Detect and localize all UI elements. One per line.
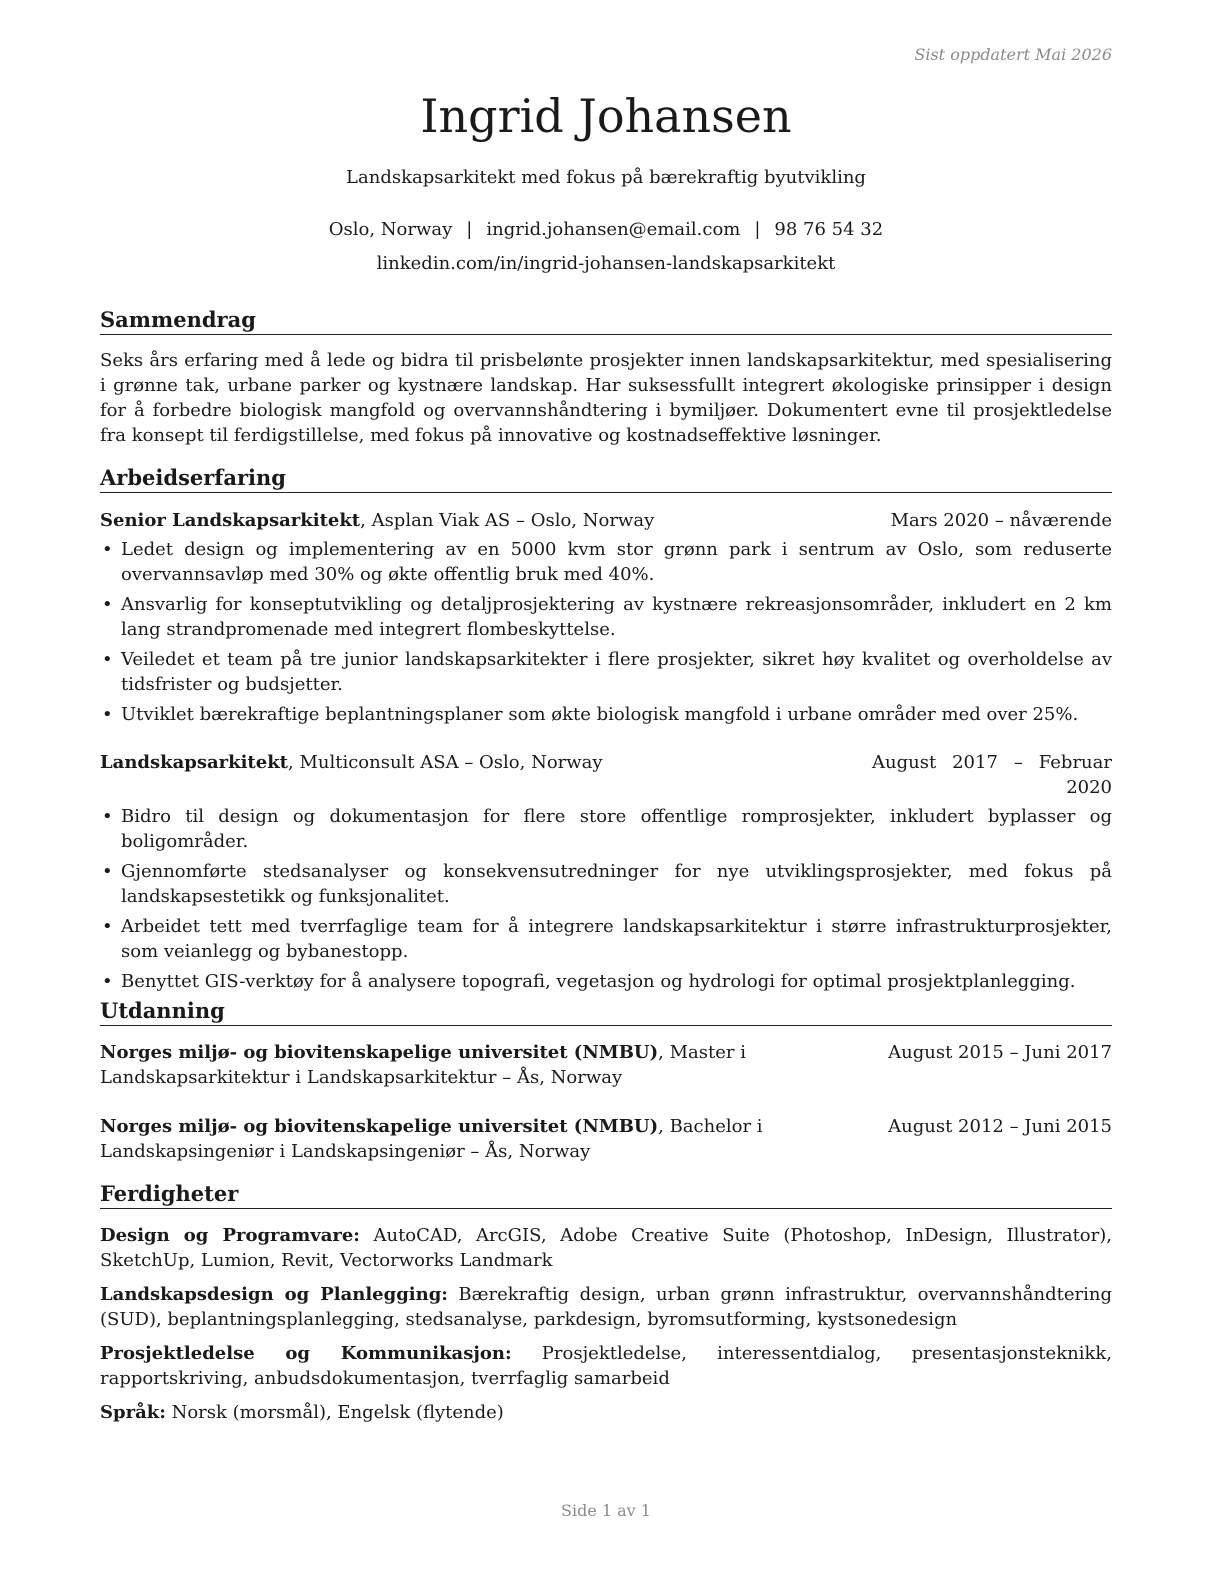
skill-text: Norsk (morsmål), Engelsk (flytende): [165, 1402, 504, 1423]
skill-label: Prosjektledelse og Kommunikasjon:: [100, 1343, 512, 1364]
skill-text: Prosjektledelse, interessentdialog, presentasjonsteknikk, rapportskriving, anbudsdokumentasjon, tverrfaglig samarbeid: [100, 1343, 1112, 1389]
job-dates: Mars 2020 – nåværende: [890, 510, 1112, 531]
section-heading-skills: Ferdigheter: [100, 1180, 1112, 1209]
job-org: , Multiconsult ASA – Oslo, Norway: [288, 752, 603, 773]
job-title: Landskapsarkitekt: [100, 752, 288, 773]
resume-page: [100, 0, 1112, 1584]
tagline: Landskapsarkitekt med fokus på bærekraftig byutvikling: [346, 167, 866, 188]
skills-section: [100, 1180, 1112, 1434]
contact-line: [100, 219, 1112, 240]
section-heading-education: Utdanning: [100, 997, 1112, 1026]
last-updated: Sist oppdatert Mai 2026: [914, 45, 1112, 64]
phone: 98 76 54 32: [774, 219, 884, 240]
candidate-name: Ingrid Johansen: [420, 89, 792, 143]
education-entry: [100, 1114, 1112, 1164]
school-name: Norges miljø- og biovitenskapelige universitet (NMBU): [100, 1116, 659, 1137]
section-heading-summary: Sammendrag: [100, 306, 1112, 335]
skill-group: [100, 1400, 1112, 1425]
education-dates: August 2012 – Juni 2015: [888, 1116, 1112, 1137]
skill-label: Språk:: [100, 1402, 166, 1423]
job-bullets: [100, 804, 1112, 994]
job-header: [100, 508, 1112, 533]
skill-text: Bærekraftig design, urban grønn infrastruktur, overvannshåndtering (SUD), beplantningsplanlegging, stedsanalyse, parkdesign, byromsutforming, kystsonedesign: [100, 1284, 1112, 1330]
experience-section: [100, 464, 1112, 999]
job-entry: [100, 508, 1112, 727]
list-item: • Veiledet et team på tre junior landskapsarkitekter i flere prosjekter, sikret høy kvalitet og overholdelse av tidsfrister og budsjetter.: [100, 647, 1112, 697]
summary-section: [100, 306, 1112, 448]
separator: |: [754, 219, 761, 240]
skill-label: Design og Programvare:: [100, 1225, 360, 1246]
linkedin-link[interactable]: linkedin.com/in/ingrid-johansen-landskapsarkitekt: [376, 253, 836, 274]
degree: , Bachelor i Landskapsingeniør i Landskapsingeniør – Ås, Norway: [100, 1116, 763, 1162]
section-heading-experience: Arbeidserfaring: [100, 464, 1112, 493]
separator: |: [466, 219, 473, 240]
list-item: • Ledet design og implementering av en 5000 kvm stor grønn park i sentrum av Oslo, som reduserte overvannsavløp med 30% og økte offentlig bruk med 40%.: [100, 537, 1112, 587]
skill-label: Landskapsdesign og Planlegging:: [100, 1284, 448, 1305]
list-item: • Benyttet GIS-verktøy for å analysere topografi, vegetasjon og hydrologi for optimal prosjektplanlegging.: [100, 969, 1112, 994]
education-entry: [100, 1040, 1112, 1090]
degree: , Master i Landskapsarkitektur i Landskapsarkitektur – Ås, Norway: [100, 1042, 746, 1088]
list-item: • Ansvarlig for konseptutvikling og detaljprosjektering av kystnære rekreasjonsområder, inkludert en 2 km lang strandpromenade med integrert flombeskyttelse.: [100, 592, 1112, 642]
job-dates: August 2017 – Februar 2020: [872, 752, 1112, 798]
list-item: • Utviklet bærekraftige beplantningsplaner som økte biologisk mangfold i urbane områder med over 25%.: [100, 702, 1112, 727]
job-org: , Asplan Viak AS – Oslo, Norway: [360, 510, 655, 531]
job-entry: [100, 750, 1112, 994]
skill-group: [100, 1282, 1112, 1332]
job-header: [100, 750, 1112, 800]
job-bullets: [100, 537, 1112, 727]
skill-text: AutoCAD, ArcGIS, Adobe Creative Suite (Photoshop, InDesign, Illustrator), SketchUp, Lumion, Revit, Vectorworks Landmark: [100, 1225, 1112, 1271]
list-item: • Arbeidet tett med tverrfaglige team for å integrere landskapsarkitektur i større infrastrukturprosjekter, som veianlegg og bybanestopp.: [100, 914, 1112, 964]
list-item: • Gjennomførte stedsanalyser og konsekvensutredninger for nye utviklingsprosjekter, med fokus på landskapsestetikk og funksjonalitet.: [100, 859, 1112, 909]
summary-text: Seks års erfaring med å lede og bidra til prisbelønte prosjekter innen landskapsarkitektur, med spesialisering i grønne tak, urbane parker og kystnære landskap. Har suksessfullt integrert økologiske prinsipper i design for å forbedre biologisk mangfold og overvannshåndtering i bymiljøer. Dokumentert evne til prosjektledelse fra konsept til ferdigstillelse, med fokus på innovative og kostnadseffektive løsninger.: [100, 350, 1112, 446]
school-name: Norges miljø- og biovitenskapelige universitet (NMBU): [100, 1042, 659, 1063]
page-number: Side 1 av 1: [561, 1501, 651, 1520]
skill-group: [100, 1223, 1112, 1273]
skill-group: [100, 1341, 1112, 1391]
email-link[interactable]: ingrid.johansen@email.com: [486, 219, 741, 240]
location: Oslo, Norway: [328, 219, 453, 240]
job-title: Senior Landskapsarkitekt: [100, 510, 361, 531]
education-section: [100, 997, 1112, 1164]
list-item: • Bidro til design og dokumentasjon for flere store offentlige romprosjekter, inkludert byplasser og boligområder.: [100, 804, 1112, 854]
education-dates: August 2015 – Juni 2017: [888, 1042, 1112, 1063]
